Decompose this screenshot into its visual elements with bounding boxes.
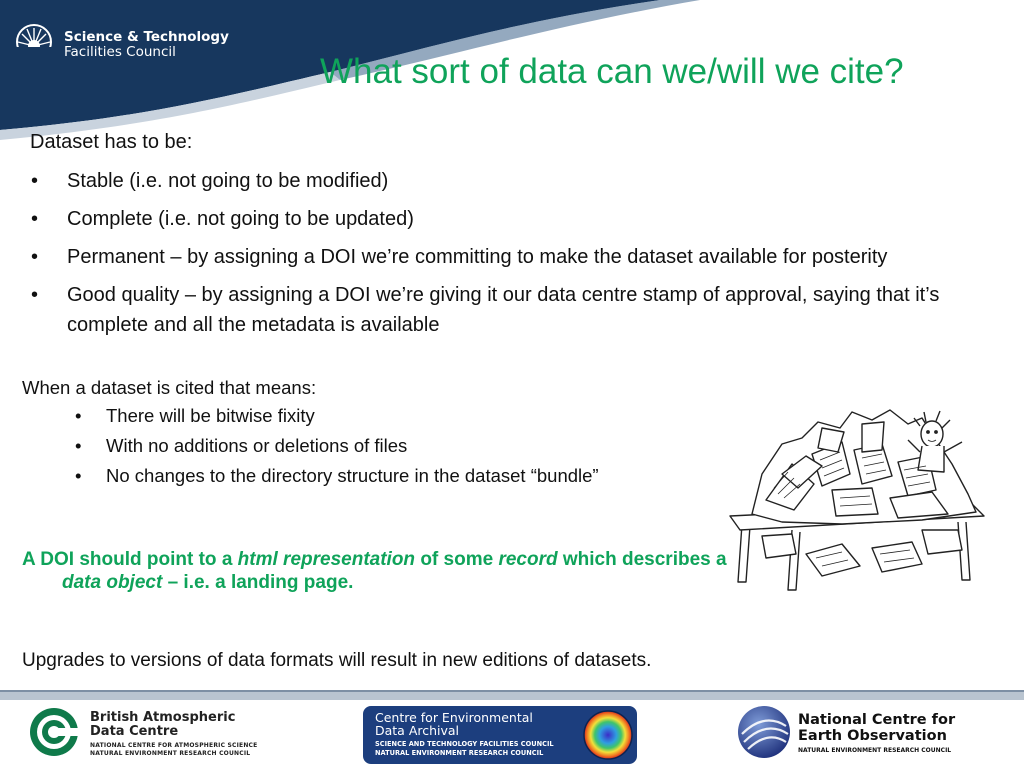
- nceo-logo-text: [798, 712, 955, 754]
- badc-sub-line-2: NATURAL ENVIRONMENT RESEARCH COUNCIL: [90, 750, 251, 757]
- doi-emphasis-html-representation: html representation: [237, 549, 416, 570]
- doi-text-3: which describes a: [557, 549, 727, 570]
- list-item: • Complete (i.e. not going to be updated): [30, 204, 990, 234]
- ceda-logo: [363, 706, 637, 764]
- ceda-name: [375, 711, 533, 737]
- badc-name-line-2: Data Centre: [90, 724, 179, 739]
- badc-sub-line-1: NATIONAL CENTRE FOR ATMOSPHERIC SCIENCE: [90, 742, 258, 749]
- doi-statement: [22, 548, 752, 594]
- list-item: • Good quality – by assigning a DOI we’re giving it our data centre stamp of approval, saying that it’s complete and all the metadata is available: [30, 280, 990, 340]
- ceda-name-line-2: Data Archival: [375, 723, 460, 738]
- stfc-logo-icon: [14, 20, 54, 60]
- nceo-name-line-1: National Centre for: [798, 712, 956, 728]
- badc-name-line-1: British Atmospheric: [90, 710, 236, 725]
- badc-logo-icon: [28, 706, 80, 758]
- doi-emphasis-data-object: data object: [62, 572, 163, 593]
- slide-title: What sort of data can we/will we cite?: [320, 52, 904, 91]
- logo-line-2: Facilities Council: [64, 44, 176, 60]
- doi-emphasis-record: record: [498, 549, 558, 570]
- cited-intro-text: When a dataset is cited that means:: [22, 377, 317, 398]
- ceda-sub-line-2: NATURAL ENVIRONMENT RESEARCH COUNCIL: [375, 749, 544, 757]
- intro-text: Dataset has to be:: [30, 131, 193, 153]
- list-item: • Stable (i.e. not going to be modified): [30, 166, 990, 196]
- globe-icon: [582, 709, 634, 761]
- nceo-logo-icon: [736, 704, 792, 760]
- citation-meaning-list: [75, 405, 695, 495]
- doi-text-4: – i.e. a landing page.: [162, 572, 354, 593]
- ceda-name-line-1: Centre for Environmental: [375, 710, 533, 725]
- nceo-sub-line: NATURAL ENVIRONMENT RESEARCH COUNCIL: [798, 747, 952, 754]
- stfc-logo-text: [64, 30, 229, 60]
- requirements-list: [30, 166, 990, 348]
- ceda-sub-line-1: SCIENCE AND TECHNOLOGY FACILITIES COUNCIL: [375, 740, 554, 748]
- doi-text-1: A DOI should point to a: [22, 549, 238, 570]
- badc-logo-text: [90, 711, 257, 758]
- list-item: • No changes to the directory structure in the dataset “bundle”: [75, 465, 695, 486]
- list-item: • There will be bitwise fixity: [75, 405, 695, 426]
- list-item: • With no additions or deletions of files: [75, 435, 695, 456]
- upgrades-text: Upgrades to versions of data formats will result in new editions of datasets.: [22, 650, 652, 671]
- ceda-sub: [375, 740, 554, 758]
- logo-line-1: Science & Technology: [64, 29, 229, 45]
- nceo-name-line-2: Earth Observation: [798, 728, 947, 744]
- footer-divider: [0, 690, 1024, 700]
- paper-pile-cartoon-image: [722, 404, 994, 594]
- list-item: • Permanent – by assigning a DOI we’re committing to make the dataset available for posterity: [30, 242, 990, 272]
- doi-text-2: of some: [415, 549, 499, 570]
